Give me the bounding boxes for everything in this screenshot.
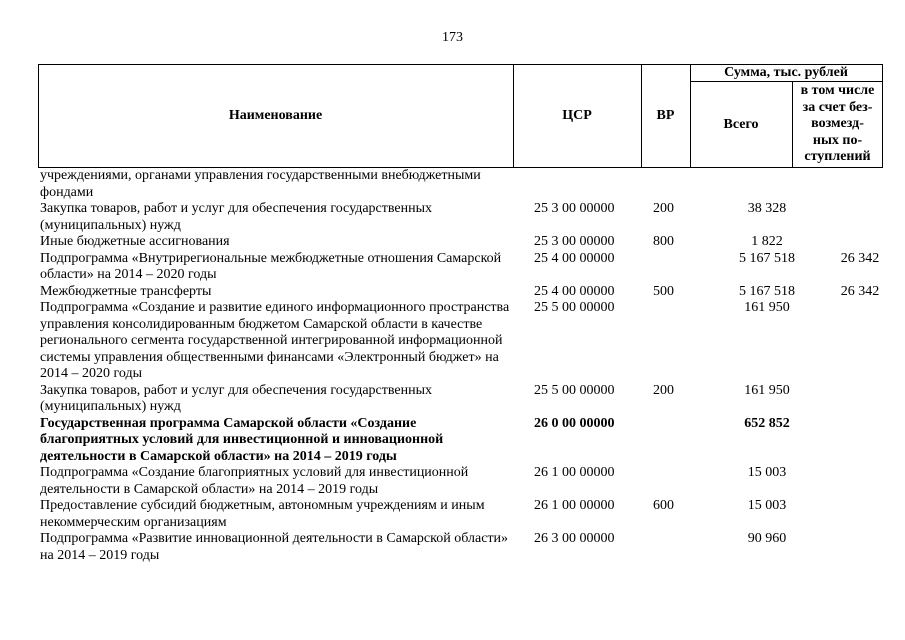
row-csr: 26 0 00 00000 [534,415,615,431]
row-total: 15 003 [747,465,787,480]
table-row [40,201,900,234]
header-extra [793,83,882,166]
header-extra-line: в том числе [800,83,875,98]
header-extra-line: возмезд- [811,116,864,131]
header-vr: ВР [656,108,675,123]
row-csr: 25 4 00 00000 [534,283,615,299]
table-row [40,531,900,564]
header-right-border [882,64,883,168]
row-extra: 26 342 [840,283,880,299]
row-csr: 25 3 00 00000 [534,234,615,249]
row-total: 38 328 [747,201,787,216]
table-row [40,300,900,383]
row-total: 1 822 [751,234,783,249]
row-total: 161 950 [744,300,790,315]
page-number: 173 [442,30,463,45]
row-name: Предоставление субсидий бюджетным, автономным учреждениям и иным некоммерческим организациям [40,498,485,530]
table-row [40,465,900,498]
row-csr: 25 3 00 00000 [534,201,615,216]
table-row [40,168,900,201]
table-row [40,234,900,251]
row-vr: 500 [653,283,674,299]
row-total: 652 852 [744,415,790,431]
row-total: 15 003 [747,498,787,513]
row-name: Закупка товаров, работ и услуг для обеспечения государственных (муниципальных) нужд [40,382,433,414]
row-csr: 25 5 00 00000 [534,300,615,315]
row-name: Подпрограмма «Внутрирегиональные межбюджетные отношения Самарской области» на 2014 – 2020 годы [40,250,502,282]
table-row [40,251,900,284]
header-extra-line: ных по- [812,132,863,148]
row-name: учреждениями, органами управления государственными внебюджетными фондами [40,168,481,200]
header-extra-line: ступлений [804,149,871,164]
row-name: Закупка товаров, работ и услуг для обеспечения государственных (муниципальных) нужд [40,201,433,233]
table-row [40,284,900,301]
header-csr: ЦСР [562,108,592,123]
header-sum-title: Сумма, тыс. рублей [724,65,848,80]
row-vr: 600 [653,498,674,513]
header-extra-line: за счет без- [802,99,873,115]
row-csr: 26 1 00 00000 [534,498,615,513]
row-total: 161 950 [744,382,790,398]
row-name: Государственная программа Самарской области «Создание благоприятных условий для инвестиционной и инновационной деятельности в Самарской области» на 2014 – 2019 годы [40,415,444,464]
table-body [40,168,900,564]
row-csr: 26 3 00 00000 [534,531,615,546]
row-name: Подпрограмма «Развитие инновационной деятельности в Самарской области» на 2014 – 2019 годы [40,531,509,563]
row-total: 5 167 518 [739,283,795,299]
row-vr: 200 [653,201,674,216]
row-csr: 26 1 00 00000 [534,465,615,480]
row-csr: 25 4 00 00000 [534,250,615,266]
row-total: 5 167 518 [739,250,795,266]
row-name: Иные бюджетные ассигнования [40,234,230,249]
row-vr: 200 [653,382,674,398]
header-sum-divider [690,81,883,82]
table-row [40,383,900,416]
row-extra: 26 342 [840,250,880,266]
row-name: Межбюджетные трансферты [40,283,212,299]
row-total: 90 960 [747,531,787,546]
row-vr: 800 [653,234,674,249]
row-csr: 25 5 00 00000 [534,382,615,398]
row-name: Подпрограмма «Создание благоприятных условий для инвестиционной деятельности в Самарской области» на 2014 – 2019 годы [40,465,469,497]
row-name: Подпрограмма «Создание и развитие единого информационного пространства управления консолидированным бюджетом Самарской области в качестве регионального сегмента государственной интегрированной информационной системы управления общественными финансами «Электронный бюджет» на 2014 – 2020 годы [40,300,510,381]
table-row [40,416,900,466]
header-total: Всего [723,117,759,132]
header-name: Наименование [228,108,323,123]
table-row [40,498,900,531]
